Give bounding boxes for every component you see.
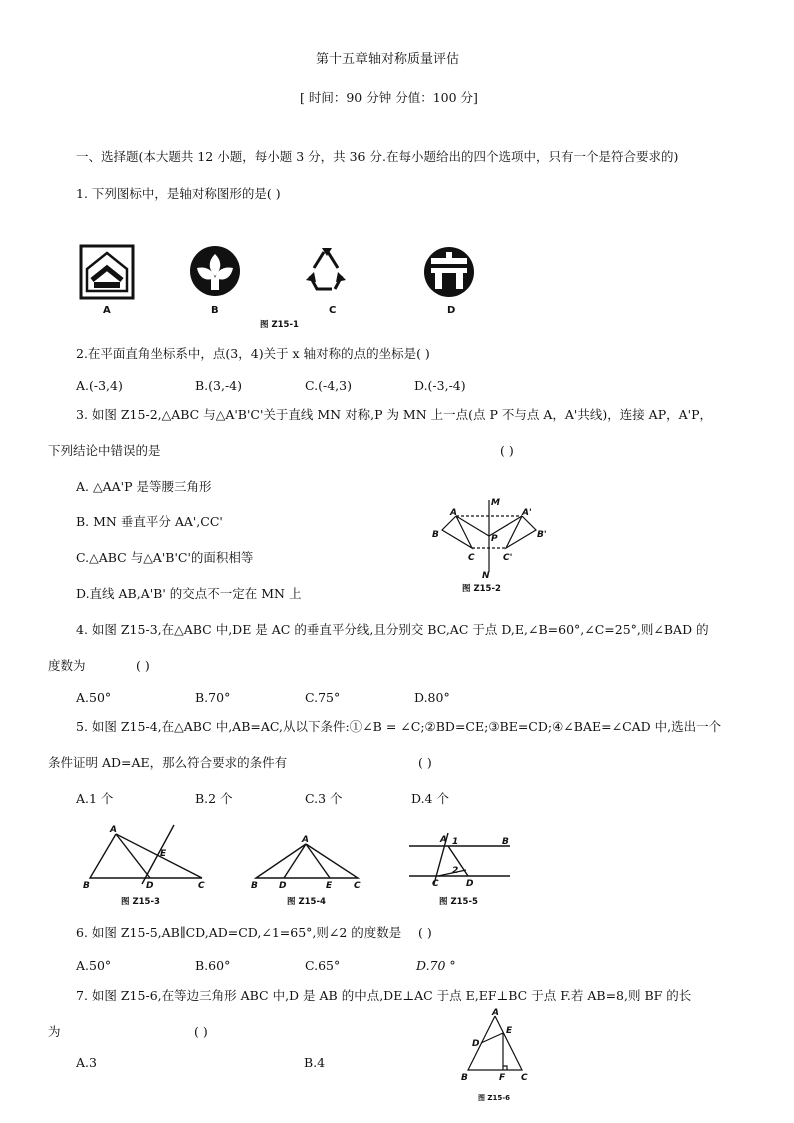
q2-stem: 2.在平面直角坐标系中，点(3，4)关于 x 轴对称的点的坐标是( )	[76, 346, 430, 361]
q4-stem-line1: 4. 如图 Z15-3,在△ABC 中,DE 是 AC 的垂直平分线,且分别交 BC,AC 于点 D,E,∠B=60°,∠C=25°,则∠BAD 的	[76, 622, 709, 637]
q4-option-b: B.70°	[195, 690, 231, 705]
z154-caption: 图 Z15-4	[287, 897, 326, 907]
page-subtitle: [ 时间：90 分钟 分值：100 分]	[300, 90, 478, 105]
z154-label-d: D	[279, 881, 287, 891]
q1-caption: 图 Z15-1	[260, 320, 299, 330]
z153-caption: 图 Z15-3	[121, 897, 160, 907]
z152-label-p: P	[491, 534, 498, 544]
z156-label-b: B	[461, 1073, 468, 1083]
z152-label-a-prime: A'	[522, 508, 532, 518]
z152-caption: 图 Z15-2	[462, 584, 501, 594]
q4-option-d: D.80°	[414, 690, 450, 705]
z153-label-d: D	[146, 881, 154, 891]
z156-label-f: F	[499, 1073, 506, 1083]
q5-stem-line1: 5. 如图 Z15-4,在△ABC 中,AB=AC,从以下条件:①∠B = ∠C;②BD=CE;③BE=CD;④∠BAE=∠CAD 中,选出一个	[76, 719, 722, 734]
q7-option-a: A.3	[76, 1055, 97, 1070]
q6-option-b: B.60°	[195, 958, 231, 973]
q4-paren: ( )	[136, 658, 150, 673]
z152-label-c-prime: C'	[503, 553, 513, 563]
z156-label-a: A	[492, 1008, 499, 1018]
z155-label-1: 1	[452, 837, 459, 847]
q3-option-d: D.直线 AB,A'B' 的交点不一定在 MN 上	[76, 586, 302, 601]
q2-option-a: A.(-3,4)	[76, 378, 123, 393]
q7-paren: ( )	[194, 1024, 208, 1039]
figure-z15-3	[80, 822, 220, 892]
z154-label-b: B	[251, 881, 258, 891]
icon-a-chevron-square	[81, 246, 133, 298]
z154-label-e: E	[326, 881, 333, 891]
q3-option-c: C.△ABC 与△A'B'C'的面积相等	[76, 550, 254, 565]
q1-label-a: A	[103, 305, 111, 316]
q5-option-c: C.3 个	[305, 791, 343, 806]
z152-label-m: M	[491, 498, 500, 508]
figure-z15-2	[428, 494, 558, 584]
z153-label-b: B	[83, 881, 90, 891]
q7-option-b: B.4	[304, 1055, 326, 1070]
q4-option-a: A.50°	[76, 690, 112, 705]
q7-stem-line2: 为	[48, 1024, 61, 1039]
q1-stem: 1. 下列图标中，是轴对称图形的是( )	[76, 186, 281, 201]
q6-option-c: C.65°	[305, 958, 341, 973]
figure-z15-4	[248, 834, 368, 892]
z155-label-2: 2	[452, 866, 459, 876]
q3-option-b: B. MN 垂直平分 AA',CC'	[76, 514, 223, 529]
z156-caption: 图 Z15-6	[478, 1094, 511, 1102]
q6-paren: ( )	[418, 925, 432, 940]
z152-label-n: N	[482, 571, 490, 581]
q3-stem-line1: 3. 如图 Z15-2,△ABC 与△A'B'C'关于直线 MN 对称,P 为 MN 上一点(点 P 不与点 A，A'共线)，连接 AP，A'P，	[76, 407, 712, 422]
icon-b-leaf-circle	[190, 246, 240, 296]
q6-option-a: A.50°	[76, 958, 112, 973]
z153-label-c: C	[198, 881, 205, 891]
q2-option-b: B.(3,-4)	[195, 378, 243, 393]
section-intro: 一、选择题(本大题共 12 小题，每小题 3 分，共 36 分.在每小题给出的四个选项中，只有一个是符合要求的)	[76, 149, 679, 164]
q7-stem-line1: 7. 如图 Z15-6,在等边三角形 ABC 中,D 是 AB 的中点,DE⊥AC 于点 E,EF⊥BC 于点 F.若 AB=8,则 BF 的长	[76, 988, 692, 1003]
q5-paren: ( )	[418, 755, 432, 770]
q1-label-c: C	[329, 305, 337, 316]
z155-label-a: A	[440, 835, 447, 845]
q5-option-d: D.4 个	[411, 791, 449, 806]
q6-option-d: D.70 °	[416, 958, 456, 973]
figure-z15-5	[406, 830, 518, 890]
q3-stem-line2: 下列结论中错误的是	[48, 443, 161, 458]
icon-d-gate-circle	[424, 247, 474, 297]
z155-label-c: C	[432, 879, 439, 889]
z154-label-c: C	[354, 881, 361, 891]
q5-option-a: A.1 个	[76, 791, 114, 806]
z155-label-d: D	[466, 879, 474, 889]
z155-caption: 图 Z15-5	[439, 897, 478, 907]
z154-label-a: A	[302, 835, 309, 845]
z152-label-b: B	[432, 530, 439, 540]
z152-label-a: A	[450, 508, 457, 518]
q1-label-b: B	[211, 305, 219, 316]
q3-option-a: A. △AA'P 是等腰三角形	[76, 479, 212, 494]
z152-label-c: C	[468, 553, 475, 563]
icon-c-recycle	[306, 248, 346, 289]
figure-z15-6	[458, 1008, 538, 1084]
z153-label-a: A	[110, 825, 117, 835]
q2-option-d: D.(-3,-4)	[414, 378, 466, 393]
q3-paren: ( )	[500, 443, 514, 458]
q6-stem: 6. 如图 Z15-5,AB∥CD,AD=CD,∠1=65°,则∠2 的度数是	[76, 925, 402, 940]
z155-label-b: B	[502, 837, 509, 847]
z152-label-b-prime: B'	[537, 530, 547, 540]
q5-stem-line2: 条件证明 AD=AE，那么符合要求的条件有	[48, 755, 288, 770]
z156-label-e: E	[506, 1026, 513, 1036]
q1-label-d: D	[447, 305, 456, 316]
z156-label-c: C	[521, 1073, 528, 1083]
q4-option-c: C.75°	[305, 690, 341, 705]
page-title: 第十五章轴对称质量评估	[316, 52, 460, 67]
z153-label-e: E	[160, 849, 167, 859]
q4-stem-line2: 度数为	[48, 658, 86, 673]
q5-option-b: B.2 个	[195, 791, 233, 806]
z156-label-d: D	[472, 1039, 480, 1049]
q2-option-c: C.(-4,3)	[305, 378, 352, 393]
